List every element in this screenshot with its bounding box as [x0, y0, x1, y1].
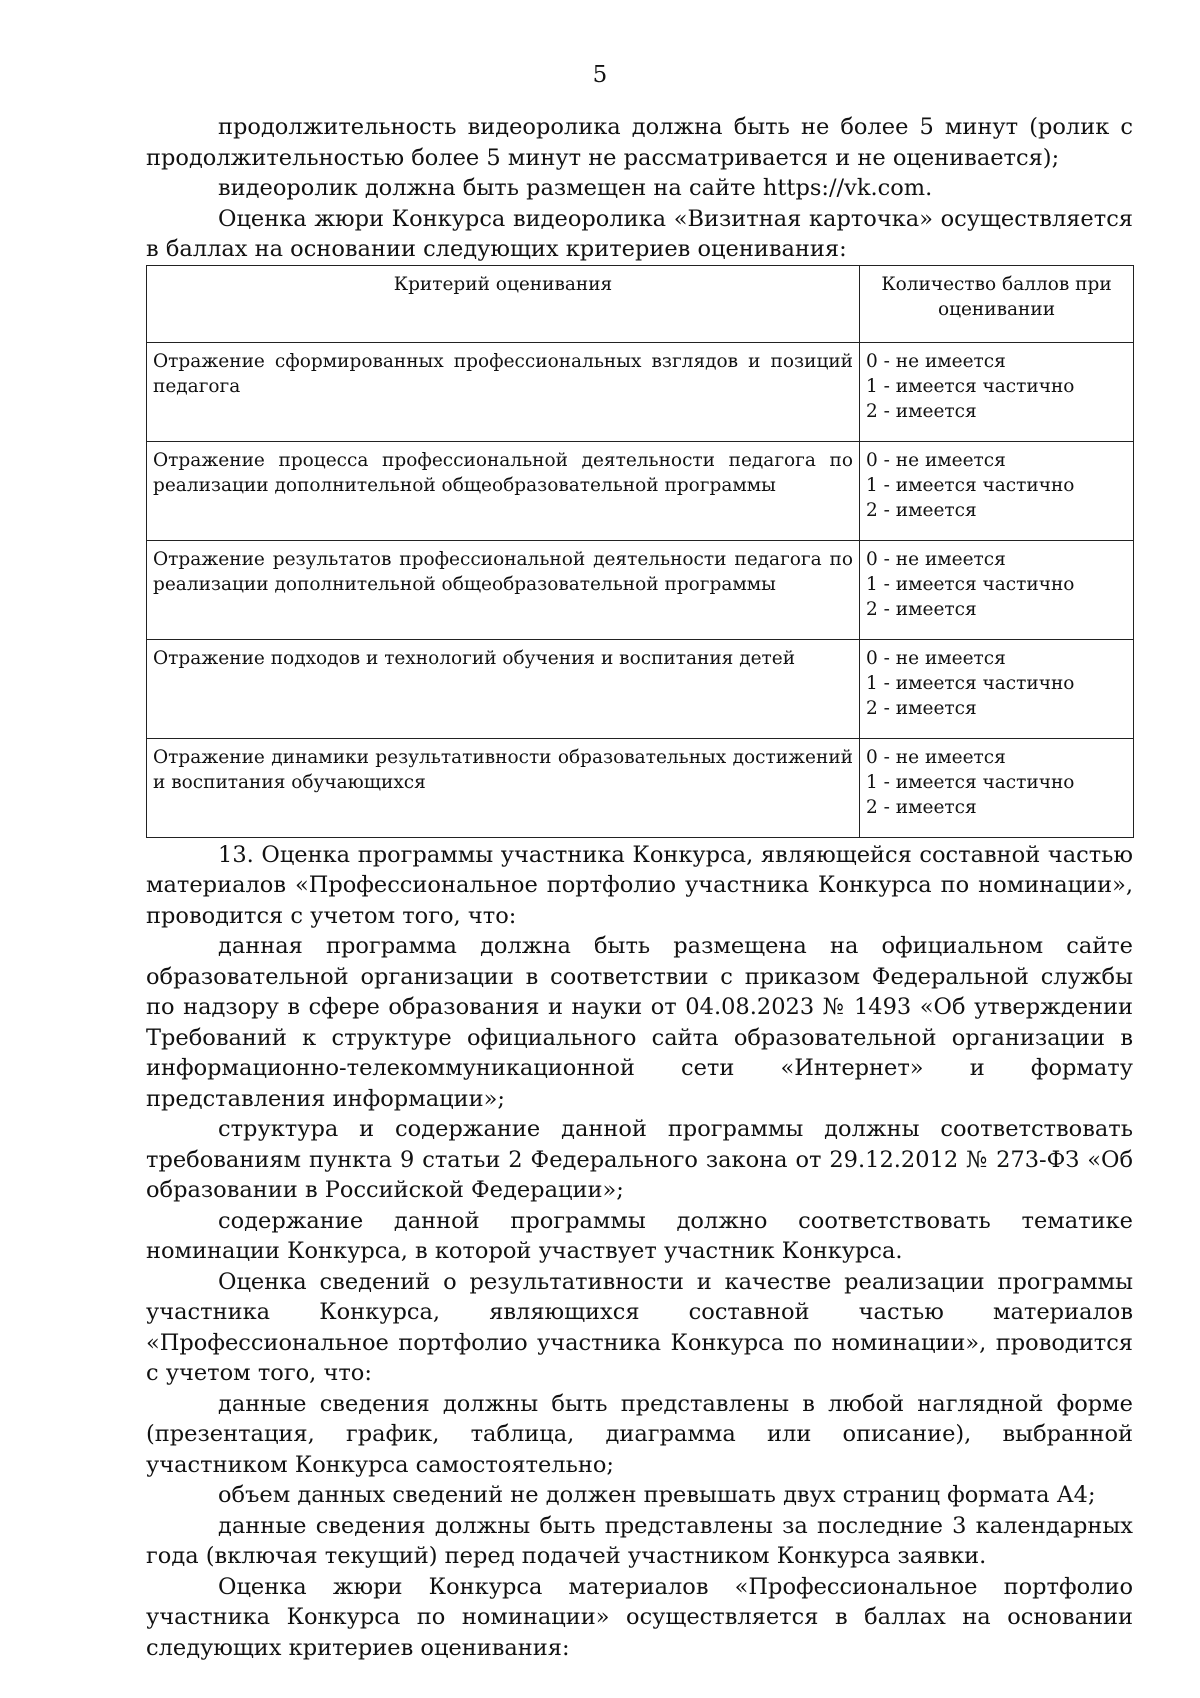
paragraph: данные сведения должны быть представлены за последние 3 календарных года (включая текущий) перед подачей участником Конкурса заявки.: [146, 1512, 1133, 1569]
score-option: 1 - имеется частично: [866, 375, 1075, 397]
score-option: 0 - не имеется: [866, 350, 1006, 372]
table-row: [147, 342, 1134, 441]
paragraph: данные сведения должны быть представлены в любой наглядной форме (презентация, график, таблица, диаграмма или описание), выбранной участником Конкурса самостоятельно;: [146, 1390, 1133, 1478]
criterion-cell: Отражение процесса профессиональной деятельности педагога по реализации дополнительной общеобразовательной программы: [147, 441, 860, 540]
score-cell: [860, 639, 1134, 738]
table-row: [147, 738, 1134, 837]
document-body: [146, 112, 1133, 1663]
paragraph: структура и содержание данной программы должны соответствовать требованиям пункта 9 статьи 2 Федерального закона от 29.12.2012 № 273-ФЗ «Об образовании в Российской Федерации»;: [146, 1116, 1133, 1203]
score-option: 0 - не имеется: [866, 647, 1006, 669]
criterion-cell: Отражение результатов профессиональной деятельности педагога по реализации дополнительной общеобразовательной программы: [147, 540, 860, 639]
criterion-cell: Отражение сформированных профессиональных взглядов и позиций педагога: [147, 342, 860, 441]
score-option: 2 - имеется: [866, 598, 977, 620]
paragraph: видеоролик должна быть размещен на сайте https://vk.com.: [218, 175, 933, 201]
paragraph: 13. Оценка программы участника Конкурса, являющейся составной частью материалов «Профессиональное портфолио участника Конкурса по номинации», проводится с учетом того, что:: [146, 841, 1133, 929]
score-option: 1 - имеется частично: [866, 474, 1075, 496]
score-option: 2 - имеется: [866, 400, 977, 422]
section-13: [146, 840, 1133, 1664]
header-criterion: Критерий оценивания: [147, 265, 860, 342]
criteria-table: [146, 265, 1134, 838]
score-option: 1 - имеется частично: [866, 771, 1075, 793]
score-option: 2 - имеется: [866, 796, 977, 818]
paragraph: объем данных сведений не должен превышать двух страниц формата А4;: [218, 1482, 1096, 1508]
paragraph: Оценка жюри Конкурса видеоролика «Визитная карточка» осуществляется в баллах на основании следующих критериев оценивания:: [146, 205, 1133, 262]
paragraph: Оценка жюри Конкурса материалов «Профессиональное портфолио участника Конкурса по номинации» осуществляется в баллах на основании следующих критериев оценивания:: [146, 1573, 1133, 1661]
paragraph: продолжительность видеоролика должна быть не более 5 минут (ролик с продолжительностью более 5 минут не рассматривается и не оценивается);: [146, 114, 1133, 171]
paragraph: Оценка сведений о результативности и качестве реализации программы участника Конкурса, являющихся составной частью материалов «Профессиональное портфолио участника Конкурса по номинации», проводится с учетом того, что:: [146, 1268, 1133, 1386]
score-cell: [860, 342, 1134, 441]
header-score: Количество баллов при оценивании: [860, 265, 1134, 342]
score-option: 1 - имеется частично: [866, 573, 1075, 595]
score-cell: [860, 441, 1134, 540]
score-option: 0 - не имеется: [866, 746, 1006, 768]
score-option: 0 - не имеется: [866, 449, 1006, 471]
table-header-row: [147, 265, 1134, 342]
criterion-cell: Отражение подходов и технологий обучения и воспитания детей: [147, 639, 860, 738]
score-option: 2 - имеется: [866, 499, 977, 521]
table-row: [147, 441, 1134, 540]
paragraph: данная программа должна быть размещена на официальном сайте образовательной организации в соответствии с приказом Федеральной службы по надзору в сфере образования и науки от 04.08.2023 № 1493 «Об утверждении Требований к структуре официального сайта образовательной организации в информационно-телекоммуникационной сети «Интернет» и формату представления информации»;: [146, 933, 1133, 1112]
criterion-cell: Отражение динамики результативности образовательных достижений и воспитания обучающихся: [147, 738, 860, 837]
page-number: 5: [592, 62, 608, 88]
table-row: [147, 540, 1134, 639]
score-option: 0 - не имеется: [866, 548, 1006, 570]
score-option: 2 - имеется: [866, 697, 977, 719]
score-cell: [860, 540, 1134, 639]
paragraph: содержание данной программы должно соответствовать тематике номинации Конкурса, в которой участвует участник Конкурса.: [146, 1207, 1133, 1264]
score-option: 1 - имеется частично: [866, 672, 1075, 694]
table-row: [147, 639, 1134, 738]
score-cell: [860, 738, 1134, 837]
